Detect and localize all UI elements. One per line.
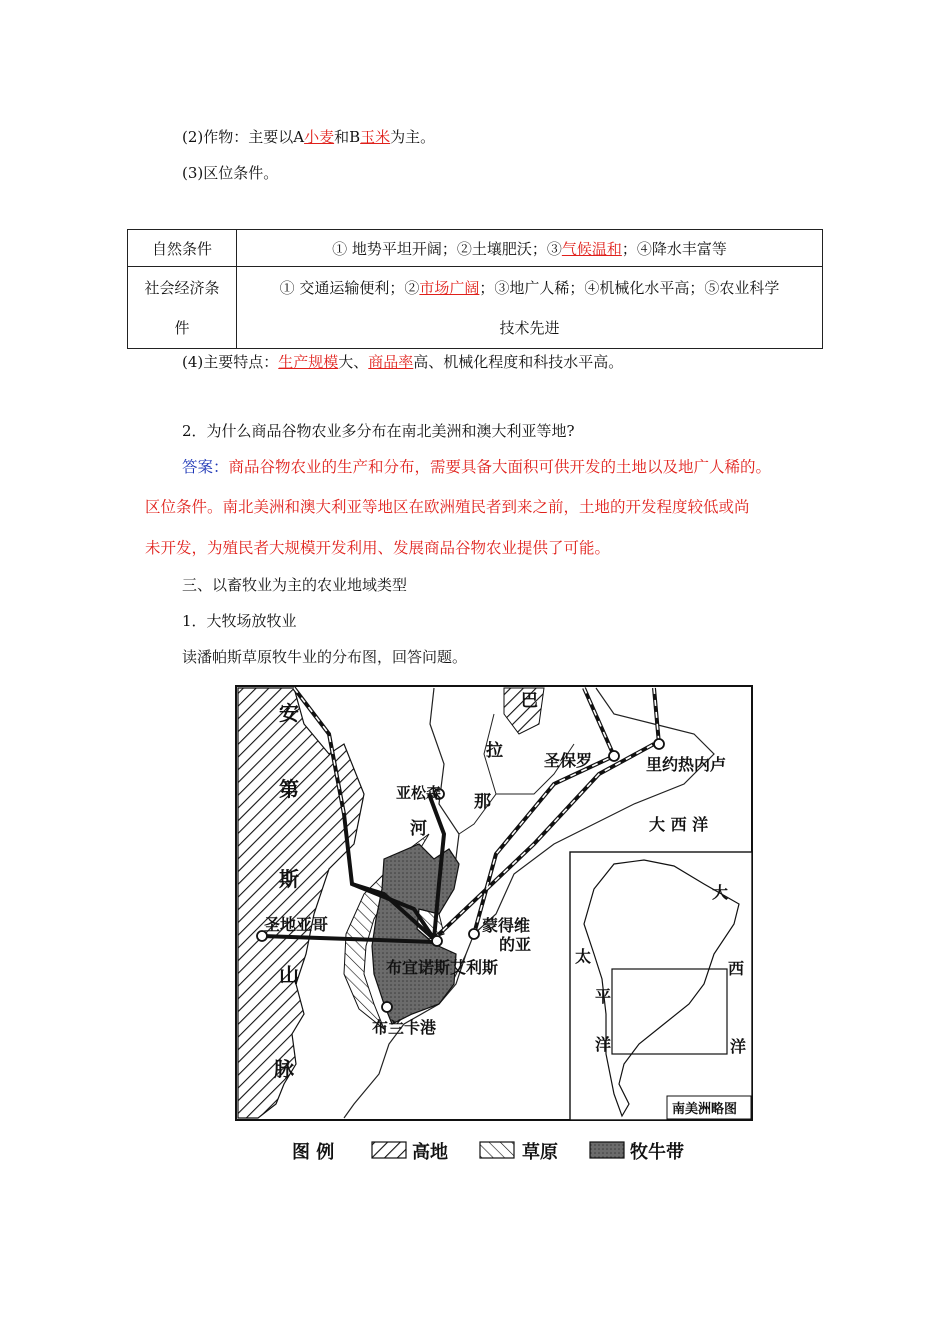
rio-marker — [654, 739, 664, 749]
map-instruction: 读潘帕斯草原牧牛业的分布图，回答问题。 — [182, 648, 468, 666]
inset-atlantic-char: 大 — [712, 883, 729, 902]
sao-paulo-label: 圣保罗 — [544, 751, 593, 770]
bahia-blanca-marker — [382, 1002, 392, 1012]
answer-line-2: 区位条件。南北美洲和澳大利亚等地区在欧洲殖民者到来之前，土地的开发程度较低或尚 — [145, 498, 750, 516]
answer-text-1: 商品谷物农业的生产和分布，需要具备大面积可供开发的土地以及地广人稀的。 — [228, 458, 772, 476]
social-label-line2: 件 — [174, 318, 190, 337]
answer-corn: 玉米 — [360, 128, 391, 146]
crops-mid: 和B — [334, 128, 361, 146]
legend-grassland-swatch — [480, 1142, 514, 1158]
asuncion-label: 亚松森 — [396, 784, 442, 802]
social-line-1 — [237, 268, 822, 308]
inset-pacific-char: 洋 — [595, 1035, 612, 1054]
natural-text-2: ；④降水丰富等 — [621, 239, 727, 258]
answer-production-scale: 生产规模 — [278, 353, 339, 371]
social-label — [128, 267, 237, 349]
inset-atlantic-char: 西 — [728, 959, 745, 978]
atlantic-label: 大 西 洋 — [649, 815, 709, 834]
rio-label: 里约热内卢 — [646, 755, 727, 774]
natural-conditions — [237, 230, 823, 267]
inset-map — [570, 852, 752, 1120]
buenos-aires-marker — [432, 936, 442, 946]
features-prefix: (4)主要特点： — [182, 353, 279, 371]
buenos-aires-label: 布宜诺斯艾利斯 — [386, 958, 499, 977]
pampas-cattle-map — [234, 684, 754, 1169]
montevideo-label-1: 蒙得维 — [482, 916, 531, 935]
santiago-label: 圣地亚哥 — [264, 915, 329, 934]
natural-text-1: ① 地势平坦开阔；②土壤肥沃；③ — [332, 239, 562, 258]
inset-pacific-char: 平 — [595, 987, 612, 1006]
social-text-2: ；③地广人稀；④机械化水平高；⑤农业科学 — [479, 278, 780, 297]
legend-highland-label: 高地 — [412, 1142, 448, 1163]
answer-line-3: 未开发，为殖民者大规模开发利用、发展商品谷物农业提供了可能。 — [145, 539, 611, 557]
answer-mild-climate: 气候温和 — [561, 239, 622, 258]
answer-wheat: 小麦 — [304, 128, 335, 146]
section-3-title: 三、以畜牧业为主的农业地域类型 — [182, 576, 408, 594]
answer-broad-market: 市场广阔 — [419, 278, 480, 297]
question-2: 2．为什么商品谷物农业多分布在南北美洲和澳大利亚等地? — [182, 422, 575, 440]
social-text-1: ① 交通运输便利；② — [279, 278, 420, 297]
table-row — [128, 267, 823, 349]
features-suffix: 高、机械化程度和科技水平高。 — [413, 353, 624, 371]
andes-char: 山 — [279, 963, 299, 987]
social-label-line1: 社会经济条 — [144, 278, 220, 297]
legend-cattle-label: 牧牛带 — [630, 1142, 684, 1163]
inset-atlantic-char: 洋 — [730, 1037, 747, 1056]
features-line — [182, 352, 623, 372]
subsection-1-title: 1．大牧场放牧业 — [182, 612, 297, 630]
features-mid: 大、 — [338, 353, 369, 371]
answer-label: 答案： — [182, 458, 229, 476]
montevideo-marker — [469, 929, 479, 939]
location-conditions-table — [127, 229, 823, 349]
crops-suffix: 为主。 — [390, 128, 436, 146]
parana-char: 拉 — [486, 741, 503, 761]
sao-paulo-marker — [609, 751, 619, 761]
location-title: (3)区位条件。 — [182, 164, 279, 182]
andes-char: 安 — [279, 701, 299, 725]
table-row — [128, 230, 823, 267]
legend-grassland-label: 草原 — [522, 1142, 558, 1163]
answer-commodity-rate: 商品率 — [368, 353, 414, 371]
montevideo-label-2: 的亚 — [499, 935, 532, 954]
crops-line — [182, 127, 435, 147]
map-legend — [292, 1141, 684, 1163]
inset-pacific-char: 太 — [575, 947, 592, 966]
legend-highland-swatch — [372, 1142, 406, 1158]
inset-title: 南美洲略图 — [672, 1102, 738, 1117]
legend-cattle-swatch — [590, 1142, 624, 1158]
andes-char: 第 — [279, 777, 299, 801]
social-line-2: 技术先进 — [499, 318, 560, 337]
andes-char: 脉 — [274, 1057, 294, 1081]
parana-char: 河 — [410, 819, 427, 839]
answer-line-1 — [182, 457, 771, 477]
social-conditions — [237, 267, 823, 349]
crops-prefix: (2)作物：主要以A — [182, 128, 305, 146]
bahia-blanca-label: 布兰卡港 — [372, 1018, 437, 1037]
parana-char: 巴 — [521, 691, 538, 711]
andes-char: 斯 — [279, 867, 299, 891]
legend-title: 图 例 — [292, 1142, 335, 1163]
parana-char: 那 — [474, 792, 491, 812]
natural-label: 自然条件 — [128, 230, 237, 267]
